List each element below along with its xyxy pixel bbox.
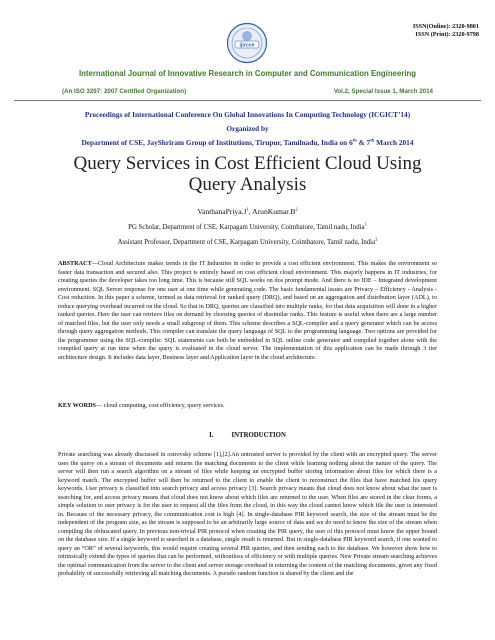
keywords-label: KEY WORDS	[58, 402, 96, 409]
keywords-text: — cloud computing, cost efficiency, query services.	[96, 402, 225, 409]
title-line-2: Query Analysis	[188, 174, 307, 195]
logo-text: ijircce	[239, 42, 255, 49]
authors: $VanthanaPriya.J^1$, $ArunKumar.B^2$	[197, 206, 298, 216]
section-title: INTRODUCTION	[231, 432, 286, 439]
journal-name: International Journal of Innovative Research in Computer and Communication Engineering	[78, 69, 417, 78]
keywords	[58, 402, 437, 411]
journal-logo	[226, 22, 268, 64]
organized-by: Organized by	[226, 124, 269, 133]
title-line-1: Query Services in Cost Efficient Cloud Using	[73, 153, 422, 174]
organizer-department: Department of CSE, JayShriram Group of Institutions, Tirupur, Tamilnadu, India on 6th & 7th March 2014	[81, 137, 414, 147]
journal-subheader	[62, 88, 433, 95]
certification: (An ISO 3297: 2007 Certified Organization)	[62, 88, 187, 95]
paper-title	[30, 153, 465, 195]
introduction-text: Private searching was already discussed in ostrovsky scheme [1],[2].An untrusted server is provided by the client with an encrypted query. The server uses the query on a stream of documents and returns the matching documents to the client while learning nothing about the nature of the query. The server will then run a search algorithm on a stream of files while keeping an encrypted buffer storing information about files for which there is a keyword match. The encrypted buffer will then be returned to the client to enable the client to reconstruct the files that have matched his query keywords. User privacy is classified into search privacy and access privacy [3]. Search privacy means that cloud does not know about what the user is searching for, and access privacy means that cloud does not know about which files are returned to the user. When files are stored in the clear forms, a simple solution to user privacy is for the user to request all the files from the cloud, in this way the cloud cannot know which file the user is interested in. Because of the necessary privacy, the communication cost is high [4]. In single-database PIR keyword search, the size of the stream must be the independent of the program size, as the stream is supposed to be an arbitrarily large source of data and we do need to know the size of the stream when compiling the obfuscated query. In previous non-trivial PIR protocol when creating the PIR query, the user of this protocol must know the upper bound on the database size. If a single keyword is searched in a database, single result is returned. But in single-database PIR keyword search, if one wanted to query an “OR” of several keywords, this would require creating several PIR queries, and then sending each to the database. We however show how to intrinsically extend the types of queries that can be performed, withoutloss of efficiency or with multiple queries. New Private stream searching achieves the optimal communication from the server to the client and server storage overhead in returning the content of the matching documents, given any fixed probability of successfully retrieving all matching documents. A pseudo random function is shared by the client and the	[58, 451, 437, 577]
volume-info: Vol.2, Special Issue 1, March 2014	[333, 88, 433, 95]
abstract-label: ABSTRACT	[58, 260, 92, 267]
issn-online: ISSN(Online): 2320-9801	[412, 23, 479, 30]
affiliation-1: PG Scholar, Department of CSE, Karpagam University, Coimbatore, Tamil nadu, India$^1$	[128, 221, 367, 231]
affiliation-2: Assistant Professor, Department of CSE, Karpagam University, Coimbatore, Tamil nadu, India$^2$	[117, 236, 378, 246]
section-heading	[0, 432, 495, 439]
abstract-text: —Cloud Architecture makes trends in the IT Industries in order to provide a cost efficient environment. This makes the environment so faster data transaction and secured also. This project is entirely based on cost efficient cloud environment. This majorly happens in IT industries, for creating queries the developer takes too long time. This is because still SQL works on dos prompt mode. And there is no IDE – Integrated development environment. SQL Server response for one user at one time while generating code. The basic fundamental issues are Privacy – Efficiency - Analysis - Cost reduction. In this paper a scheme, termed as data retrieval for ranked query (DRQ), and based on an aggregation and distribution layer (ADL), to reduce querying overhead incurred on the cloud. So that in DRQ, queries are classified into multiple ranks, for that data acquisition will done in a higher ranked queries. Here the user can retrieve files on demand by choosing queries of dissimilar ranks. This feature is useful when there are a large number of matched files, but the user only needs a small subgroup of them. This scheme describes a SQL-compiler and a query generator which can be access through query aggregation methods. This compiler can translate the query language of SQL to the programming language. Two options are provided for the programmer using the SQL-compiler. SQL statements can both be embedded in SQL online code generator and compiled together alone with the compiled query at run time when the query is evaluated in the cloud server. The implementation of this application can be made through 3 tier architecture design. It includes data layer, Business layer and Application layer in the cloud architecture.	[58, 260, 437, 361]
section-number: I.	[209, 432, 214, 439]
issn-block	[413, 23, 479, 39]
issn-print: ISSN (Print): 2320-9798	[415, 31, 479, 38]
proceedings-line: Proceedings of International Conference On Global Innovations In Computing Technology (ICGICT’14)	[84, 110, 411, 119]
abstract	[58, 260, 437, 396]
header-rule	[14, 100, 481, 101]
